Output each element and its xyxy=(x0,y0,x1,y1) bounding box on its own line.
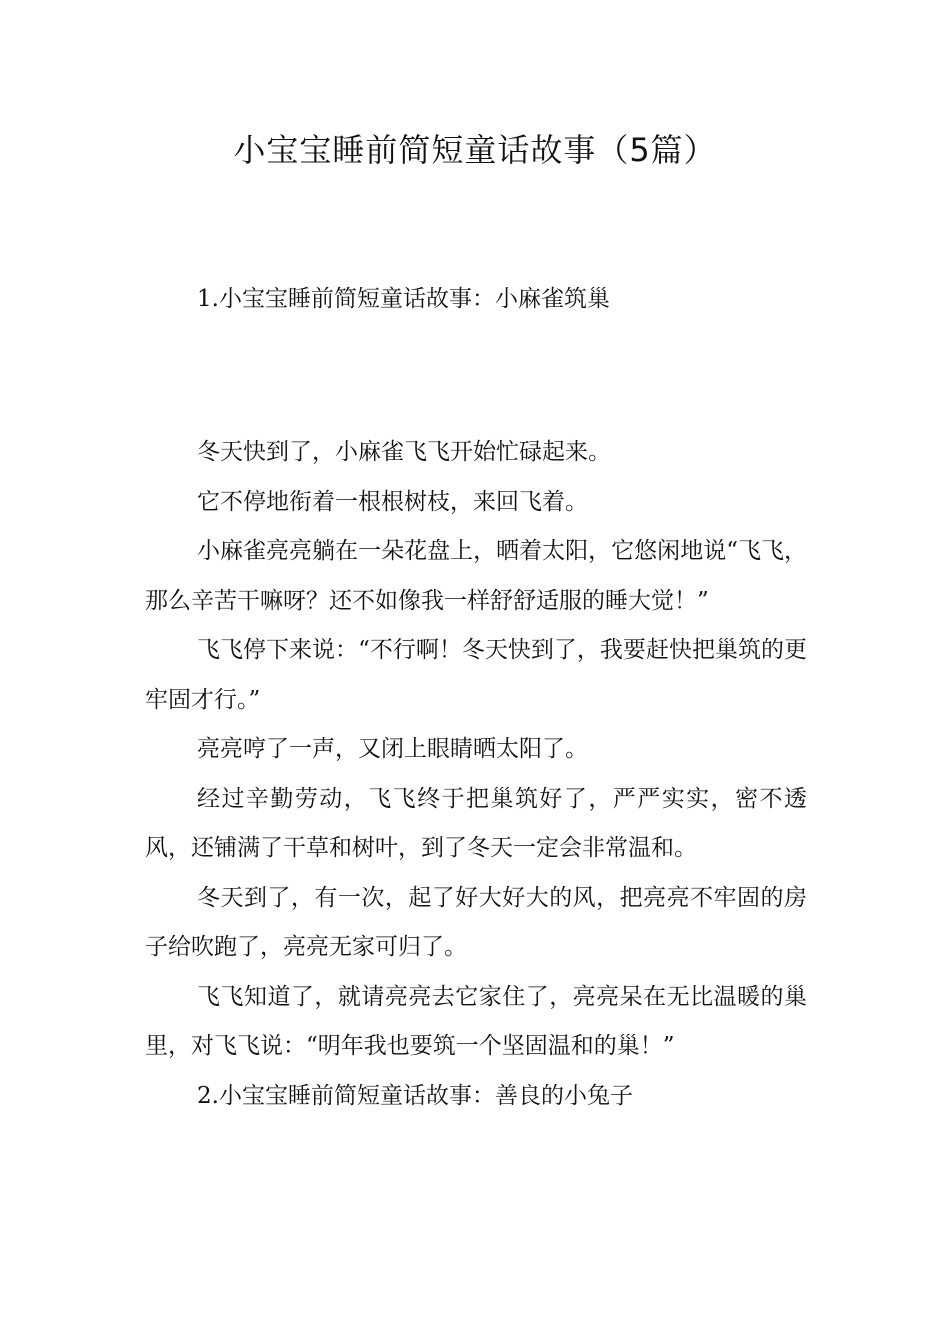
paragraph: 冬天到了，有一次，起了好大好大的风，把亮亮不牢固的房子给吹跑了，亮亮无家可归了。 xyxy=(145,884,807,960)
story-body xyxy=(145,428,807,1121)
paragraph: 它不停地衔着一根根树枝，来回飞着。 xyxy=(197,488,588,515)
paragraph: 飞飞停下来说：“不行啊！冬天快到了，我要赶快把巢筑的更牢固才行。” xyxy=(145,637,807,713)
paragraph: 亮亮哼了一声，又闭上眼睛晒太阳了。 xyxy=(197,736,588,762)
story-2-heading: 2.小宝宝睡前简短童话故事：善良的小兔子 xyxy=(197,1082,633,1109)
document-title: 小宝宝睡前简短童话故事（5篇） xyxy=(233,131,717,169)
paragraph: 经过辛勤劳动，飞飞终于把巢筑好了，严严实实，密不透风，还铺满了干草和树叶，到了冬天一定会非常温和。 xyxy=(145,785,807,861)
paragraph: 小麻雀亮亮躺在一朵花盘上，晒着太阳，它悠闲地说“飞飞，那么辛苦干嘛呀？还不如像我一样舒舒适服的睡大觉！” xyxy=(145,538,807,614)
paragraph: 冬天快到了，小麻雀飞飞开始忙碌起来。 xyxy=(197,439,611,465)
story-1-heading: 1.小宝宝睡前简短童话故事：小麻雀筑巢 xyxy=(197,286,610,312)
paragraph: 飞飞知道了，就请亮亮去它家住了，亮亮呆在无比温暖的巢里，对飞飞说：“明年我也要筑一个坚固温和的巢！” xyxy=(145,983,807,1059)
